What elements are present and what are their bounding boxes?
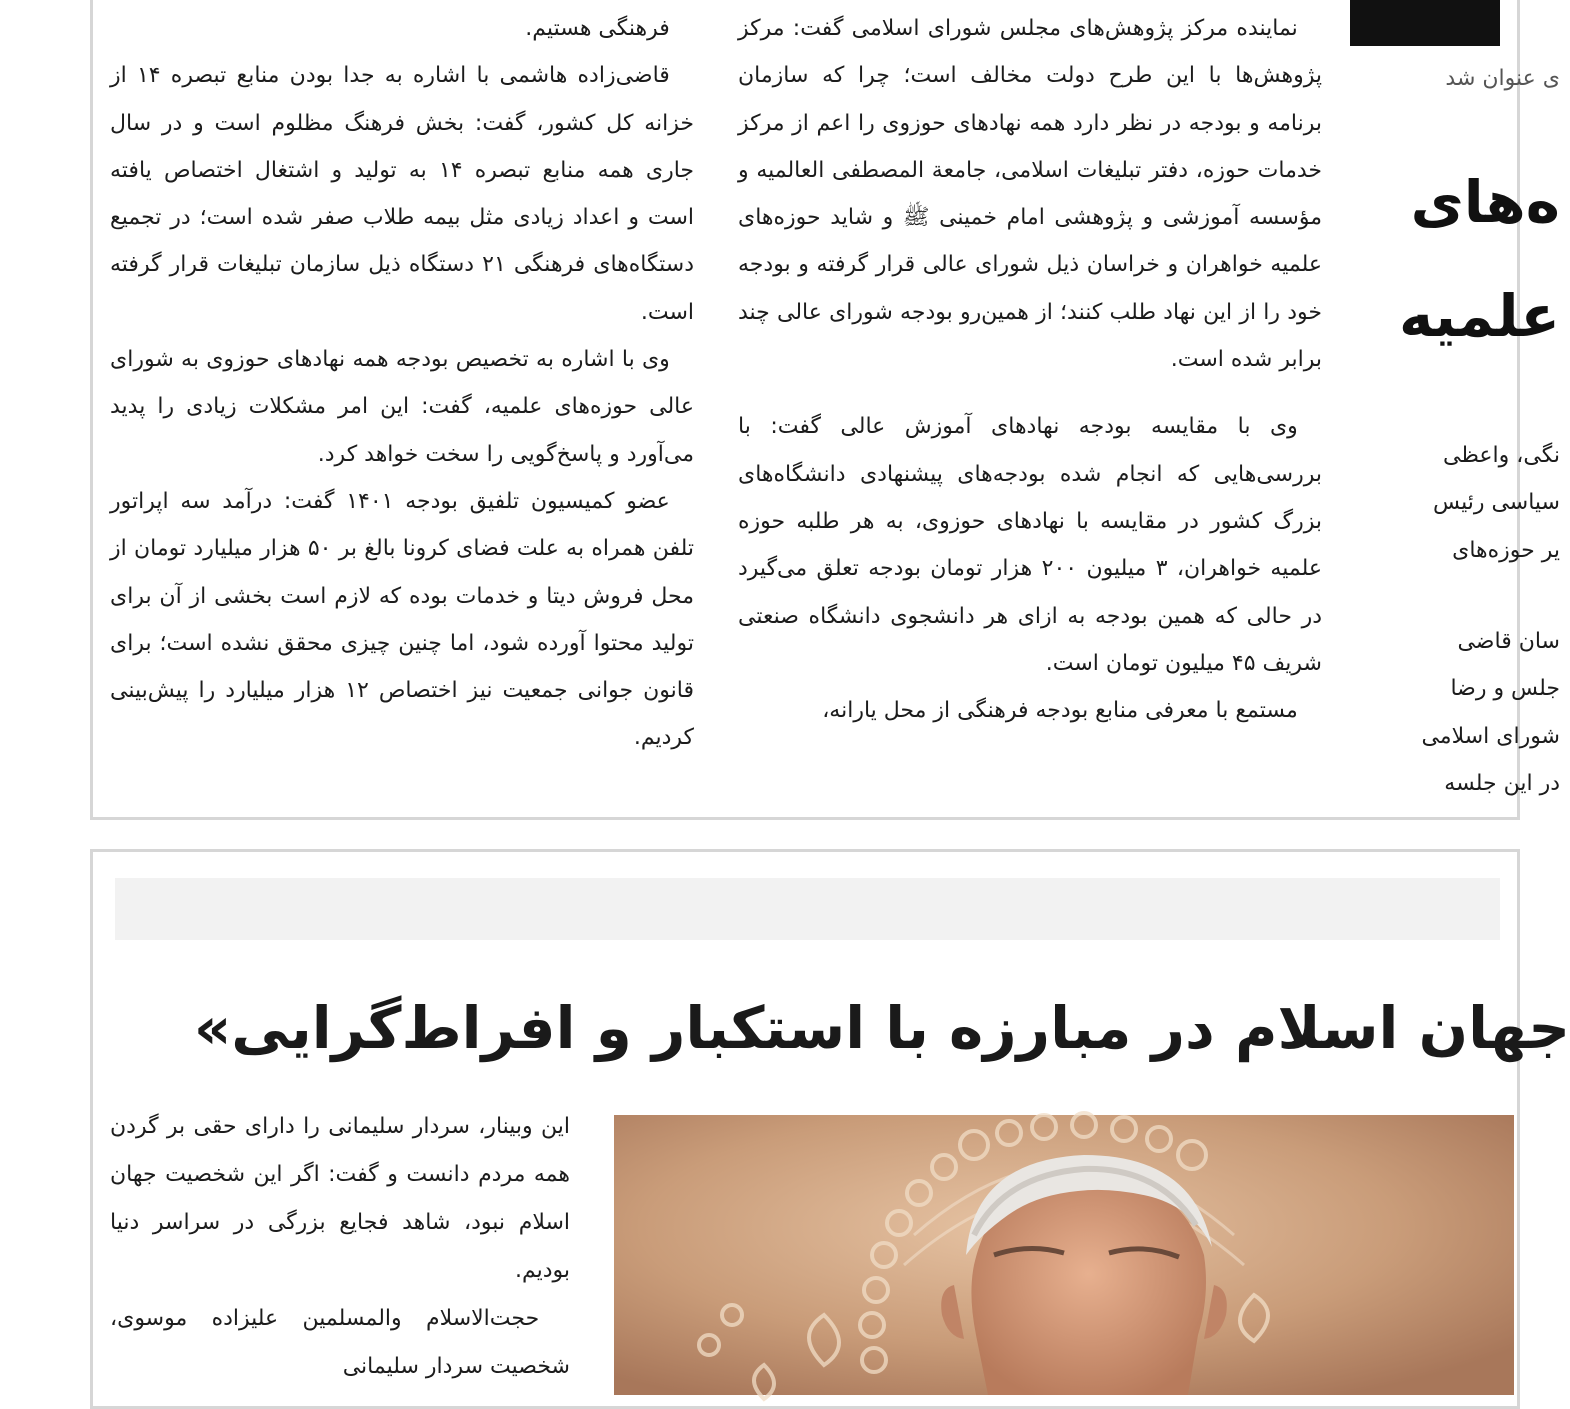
paragraph: حجت‌الاسلام والمسلمین علیزاده موسوی، شخصیت سردار سلیمانی <box>110 1306 570 1379</box>
article-column-right-cropped <box>1362 0 1560 820</box>
paragraph: این وبینار، سردار سلیمانی را دارای حقی بر گردن همه مردم دانست و گفت: اگر این شخصیت جهان اسلام نبود، شاهد فجایع بزرگی در سراسر دنیا بودیم. <box>110 1114 570 1283</box>
paragraph: فرهنگی هستیم. <box>525 16 670 41</box>
headline-fragment: علمیه <box>1398 282 1560 350</box>
paragraph: مستمع با معرفی منابع بودجه فرهنگی از محل یارانه، <box>822 698 1298 724</box>
kicker: ی عنوان شد <box>1445 66 1560 91</box>
photo-edge <box>1350 0 1500 46</box>
article-column-bottom <box>110 1103 570 1393</box>
article-headline: جهان اسلام در مبارزه با استکبار و افراط‌گرایی» <box>193 994 1570 1062</box>
paragraph: عضو کمیسیون تلفیق بودجه ۱۴۰۱ گفت: درآمد سه اپراتور تلفن همراه به علت فضای کرونا بالغ بر ۵۰ هزار میلیارد تومان از محل فروش دیتا و خدمات بوده که لازم است بخشی از آن برای تولید محتوا آورده شود، اما چنین چیزی محقق نشده است؛ برای قانون جوانی جمعیت نیز اختصاص ۱۲ هزار میلیارد را پیش‌بینی کردیم. <box>110 488 695 751</box>
paragraph: وی با مقایسه بودجه نهادهای آموزش عالی گفت: با بررسی‌هایی که انجام شده بودجه‌های پیشنهادی دانشگاه‌های بزرگ کشور در مقایسه با نهادهای حوزوی، به هر طلبه حوزه علمیه خواهران، ۳ میلیون ۲۰۰ هزار تومان بودجه تعلق می‌گیرد در حالی که همین بودجه به ازای هر دانشجوی دانشگاه صنعتی شریف ۴۵ میلیون تومان است. <box>738 414 1322 676</box>
body-fragment: نگی، واعظی سیاسی رئیس یر حوزه‌های <box>1433 443 1560 563</box>
headline-fragment: ه‌های <box>1410 168 1560 236</box>
portrait-photo <box>614 1115 1514 1395</box>
paragraph: نماینده مرکز پژوهش‌های مجلس شورای اسلامی گفت: مرکز پژوهش‌ها با این طرح دولت مخالف است؛ چرا که سازمان برنامه و بودجه در نظر دارد همه نهادهای حوزوی را اعم از مرکز خدمات حوزه، دفتر تبلیغات اسلامی، جامعة المصطفی العالمیه و مؤسسه آموزشی و پژوهشی امام خمینی ﷺ و شاید حوزه‌های علمیه خواهران و خراسان ذیل شورای عالی قرار گرفته و بودجه خود را از این نهاد طلب کنند؛ از همین‌رو بودجه شورای عالی چند برابر شده است. <box>738 16 1322 373</box>
article-column-left <box>110 5 694 807</box>
paragraph: قاضی‌زاده هاشمی با اشاره به جدا بودن منابع تبصره ۱۴ از خزانه کل کشور، گفت: بخش فرهنگ مظلوم است و در سال جاری همه منابع تبصره ۱۴ به تولید و اشتغال اختصاص یافته است و اعداد زیادی مثل بیمه طلاب صفر شده است؛ در تجمیع دستگاه‌های فرهنگی ۲۱ دستگاه ذیل سازمان تبلیغات قرار گرفته است. <box>110 63 695 325</box>
body-fragment: سان قاضی جلس و رضا شورای اسلامی در این جلسه <box>1421 629 1560 796</box>
section-band <box>115 878 1500 940</box>
article-column-middle <box>738 5 1322 807</box>
paragraph: وی با اشاره به تخصیص بودجه همه نهادهای حوزوی به شورای عالی حوزه‌های علمیه، گفت: این امر مشکلات زیادی را پدید می‌آورد و پاسخ‌گویی را سخت خواهد کرد. <box>110 347 694 467</box>
